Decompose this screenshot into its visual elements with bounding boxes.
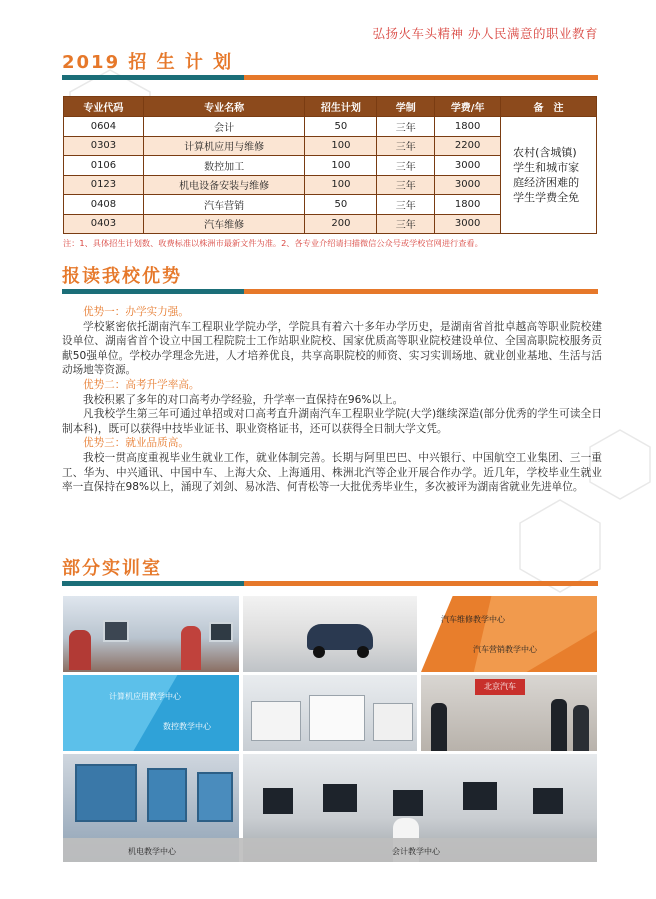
table-cell: 100: [305, 136, 377, 156]
advantage-heading: 优势二：高考升学率高。: [83, 378, 200, 391]
table-cell: 三年: [377, 195, 435, 215]
plan-title: 2019 招 生 计 划: [62, 52, 234, 73]
brand-sign: 北京汽车: [475, 679, 525, 695]
advantage-heading: 优势三：就业品质高。: [83, 437, 189, 450]
column-header: 学费/年: [435, 97, 501, 117]
table-cell: 2200: [435, 136, 501, 156]
column-header: 专业名称: [143, 97, 305, 117]
title-underline-teal: [62, 75, 244, 80]
table-cell: 三年: [377, 156, 435, 176]
labs-title: 部分实训室: [62, 558, 162, 579]
column-header: 招生计划: [305, 97, 377, 117]
table-cell: 汽车营销: [143, 195, 305, 215]
remark-cell: 农村(含城镇)学生和城市家庭经济困难的学生学费全免: [501, 117, 597, 234]
table-cell: 汽车维修: [143, 214, 305, 234]
plan-footnote: 注：1、具体招生计划数、收费标准以株洲市最新文件为准。2、各专业介绍请扫描微信公众号或学校官网进行查看。: [63, 238, 483, 248]
table-cell: 三年: [377, 175, 435, 195]
title-underline-orange: [244, 289, 598, 294]
table-cell: 3000: [435, 214, 501, 234]
table-cell: 50: [305, 195, 377, 215]
lab-label-auto-repair: 汽车维修教学中心: [441, 615, 505, 624]
lab-photo-computer-room: [63, 596, 239, 672]
table-cell: 0408: [64, 195, 144, 215]
lab-photo-auto-showroom: [243, 596, 417, 672]
lab-panel-computer-cnc: [63, 675, 239, 751]
title-underline-teal: [62, 581, 244, 586]
advantages-title: 报读我校优势: [62, 266, 182, 287]
lab-label-accounting: 会计教学中心: [392, 847, 440, 856]
table-cell: 3000: [435, 175, 501, 195]
table-cell: 0106: [64, 156, 144, 176]
lab-panel-auto: [421, 596, 597, 672]
table-cell: 三年: [377, 117, 435, 137]
table-cell: 三年: [377, 214, 435, 234]
lab-photo-auto-sales: [421, 675, 597, 751]
table-cell: 3000: [435, 156, 501, 176]
column-header: 专业代码: [64, 97, 144, 117]
table-cell: 50: [305, 117, 377, 137]
advantage-paragraph: 学校紧密依托湖南汽车工程职业学院办学，学院具有着六十多年办学历史，是湖南省首批卓越高等职业院校建设单位、湖南省首个设立中国工程院院士工作站职业院校、国家优质高等职业院校建设单位、全国高职院校服务贡献50强单位。学校办学理念先进，人才培养优良，共享高职院校的师资、实习实训场地、就业创业基地、生活与活动场地等资源。: [62, 320, 602, 377]
table-cell: 1800: [435, 117, 501, 137]
lab-label-cnc: 数控教学中心: [163, 722, 211, 731]
column-header: 学制: [377, 97, 435, 117]
lab-label-computer: 计算机应用教学中心: [109, 692, 181, 701]
enrollment-plan-table: [63, 96, 597, 234]
column-header: 备 注: [501, 97, 597, 117]
title-underline-teal: [62, 289, 244, 294]
table-cell: 计算机应用与维修: [143, 136, 305, 156]
table-cell: 三年: [377, 136, 435, 156]
advantages-body: [62, 305, 602, 495]
title-underline-orange: [244, 75, 598, 80]
advantage-paragraph: 凡我校学生第三年可通过单招或对口高考直升湖南汽车工程职业学院(大学)继续深造(部分优秀的学生可读全日制本科)，既可以获得中技毕业证书、职业资格证书，还可以获得全日制大学文凭。: [62, 408, 602, 435]
table-cell: 机电设备安装与维修: [143, 175, 305, 195]
table-cell: 0123: [64, 175, 144, 195]
table-cell: 数控加工: [143, 156, 305, 176]
advantage-heading: 优势一：办学实力强。: [83, 306, 189, 318]
table-cell: 100: [305, 156, 377, 176]
lab-photo-cnc-machines: [243, 675, 417, 751]
table-header-row: [64, 97, 597, 117]
table-cell: 1800: [435, 195, 501, 215]
lab-label-auto-sales: 汽车营销教学中心: [473, 645, 537, 654]
table-cell: 100: [305, 175, 377, 195]
table-cell: 会计: [143, 117, 305, 137]
table-cell: 0604: [64, 117, 144, 137]
advantage-paragraph: 我校积累了多年的对口高考办学经验，升学率一直保持在96%以上。: [83, 393, 404, 406]
advantage-paragraph: 我校一贯高度重视毕业生就业工作，就业体制完善。长期与阿里巴巴、中兴银行、中国航空工业集团、三一重工、华为、中兴通讯、中国中车、上海大众、上海通用、株洲北汽等企业开展合作办学。近几年，学校毕业生就业率一直保持在98%以上，涌现了刘剑、易冰浩、何青松等一大批优秀毕业生，多次被评为湖南省就业先进单位。: [62, 451, 602, 494]
table-cell: 200: [305, 214, 377, 234]
header-slogan: 弘扬火车头精神 办人民满意的职业教育: [372, 26, 598, 41]
table-cell: 0303: [64, 136, 144, 156]
table-cell: 0403: [64, 214, 144, 234]
title-underline-orange: [244, 581, 598, 586]
table-row: [64, 117, 597, 137]
lab-label-mechatronics: 机电教学中心: [128, 847, 176, 856]
